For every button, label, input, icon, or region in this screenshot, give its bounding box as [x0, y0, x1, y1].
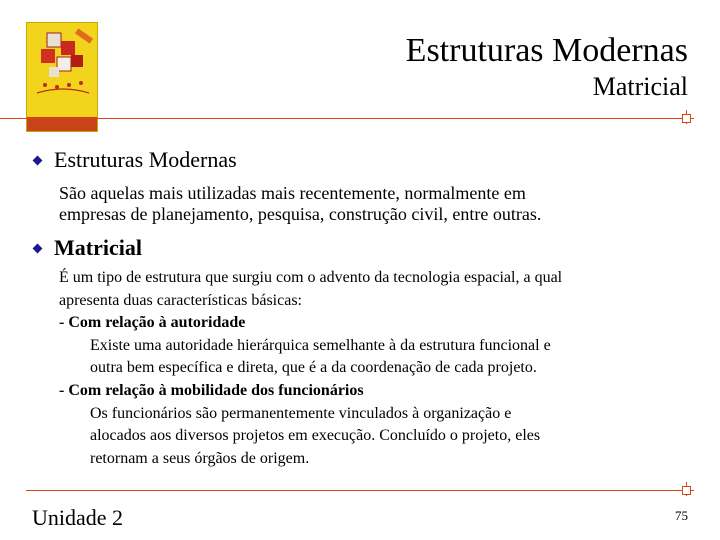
book-cover-illustration	[27, 23, 98, 132]
diamond-bullet-icon	[33, 243, 43, 253]
bullet-estruturas-modernas	[32, 148, 237, 172]
footer-divider-line	[26, 490, 694, 491]
slide-title: Estruturas Modernas	[405, 32, 688, 69]
text-line: retornam a seus órgãos de origem.	[90, 449, 310, 467]
slide-subtitle: Matricial	[592, 72, 688, 101]
bullet-heading: Matricial	[54, 235, 142, 260]
text-line: Existe uma autoridade hierárquica semelhante à da estrutura funcional e	[90, 336, 551, 354]
text-line: Os funcionários são permanentemente vinculados à organização e	[90, 404, 512, 422]
text-line: empresas de planejamento, pesquisa, construção civil, entre outras.	[59, 204, 542, 224]
footer-unit: Unidade 2	[32, 505, 124, 530]
bullet-text	[59, 183, 541, 225]
item-label-mobilidade: - Com relação à mobilidade dos funcionários	[59, 381, 364, 399]
text-line: outra bem específica e direta, que é a da coordenação de cada projeto.	[90, 359, 537, 377]
text-line: apresenta duas características básicas:	[59, 291, 302, 309]
footer-divider-square	[682, 486, 691, 495]
diamond-bullet-icon	[33, 155, 43, 165]
page-number: 75	[675, 508, 688, 523]
book-cover-image	[26, 22, 98, 132]
bullet-heading: Estruturas Modernas	[54, 147, 237, 172]
book-cover-band	[27, 117, 97, 131]
item-label-autoridade: - Com relação à autoridade	[59, 314, 246, 332]
text-line: São aquelas mais utilizadas mais recentemente, normalmente em	[59, 183, 526, 203]
header-divider-line	[0, 118, 694, 119]
bullet-matricial	[32, 236, 142, 260]
text-line: alocados aos diversos projetos em execução. Concluído o projeto, eles	[90, 427, 541, 445]
header-divider-square	[682, 114, 691, 123]
text-line: É um tipo de estrutura que surgiu com o advento da tecnologia espacial, a qual	[59, 269, 563, 286]
matricial-body	[59, 267, 562, 470]
